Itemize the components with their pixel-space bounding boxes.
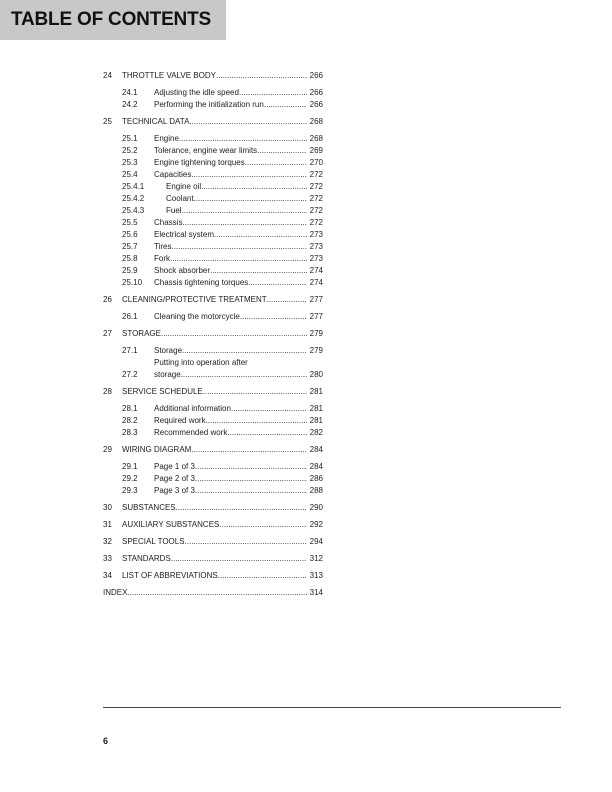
dot-leader	[264, 99, 307, 111]
page-number: 6	[103, 736, 109, 746]
entry-page: 294	[309, 537, 323, 546]
toc-entry[interactable]	[103, 253, 323, 265]
entry-page: 269	[309, 146, 323, 155]
entry-page: 273	[309, 230, 323, 239]
entry-number: 28.1	[122, 404, 138, 413]
toc-entry[interactable]	[103, 87, 323, 99]
entry-title: Adjusting the idle speed	[154, 88, 239, 97]
entry-number: 32	[103, 537, 112, 546]
entry-title: Tolerance, engine wear limits	[154, 146, 258, 155]
dot-leader	[195, 461, 307, 473]
entry-title: Page 1 of 3	[154, 462, 195, 471]
entry-title: THROTTLE VALVE BODY	[122, 71, 216, 80]
toc-entry[interactable]	[103, 536, 323, 548]
dot-leader	[182, 345, 307, 357]
section-header	[0, 0, 226, 40]
entry-number: 25.7	[122, 242, 138, 251]
entry-title: Engine tightening torques	[154, 158, 245, 167]
entry-number: 34	[103, 571, 112, 580]
entry-title: CLEANING/PROTECTIVE TREATMENT	[122, 295, 267, 304]
entry-number: 28.3	[122, 428, 138, 437]
dot-leader	[191, 444, 306, 456]
entry-title: SPECIAL TOOLS	[122, 537, 185, 546]
toc-entry[interactable]	[103, 444, 323, 456]
toc-entry[interactable]	[103, 241, 323, 253]
entry-number: 26	[103, 295, 112, 304]
entry-number: 33	[103, 554, 112, 563]
entry-title: Chassis tightening torques	[154, 278, 249, 287]
dot-leader	[182, 205, 307, 217]
entry-title: TECHNICAL DATA	[122, 117, 190, 126]
entry-page: 268	[309, 134, 323, 143]
entry-title: Fork	[154, 254, 170, 263]
dot-leader	[176, 502, 307, 514]
entry-number: 25.1	[122, 134, 138, 143]
entry-page: 266	[309, 71, 323, 80]
entry-page: 279	[309, 346, 323, 355]
toc-entry[interactable]	[103, 328, 323, 340]
entry-title: Electrical system	[154, 230, 215, 239]
entry-title: Putting into operation after	[154, 358, 248, 367]
entry-page: 272	[309, 206, 323, 215]
entry-page: 281	[309, 387, 323, 396]
entry-number: 31	[103, 520, 112, 529]
toc-entry[interactable]	[103, 157, 323, 169]
toc-entry[interactable]	[103, 403, 323, 415]
dot-leader	[214, 229, 307, 241]
entry-number: 25.6	[122, 230, 138, 239]
toc-entry[interactable]	[103, 345, 323, 357]
toc-entry[interactable]	[103, 294, 323, 306]
toc-entry[interactable]	[103, 553, 323, 565]
entry-title: INDEX	[103, 588, 128, 597]
entry-title: STORAGE	[122, 329, 161, 338]
entry-number: 27.2	[122, 370, 138, 379]
dot-leader	[218, 570, 307, 582]
entry-title: Engine	[154, 134, 179, 143]
entry-number: 27	[103, 329, 112, 338]
toc-entry[interactable]	[103, 277, 323, 289]
dot-leader	[185, 536, 307, 548]
entry-page: 282	[309, 428, 323, 437]
entry-page: 313	[309, 571, 323, 580]
entry-title: Additional information	[154, 404, 231, 413]
entry-page: 314	[309, 588, 323, 597]
dot-leader	[203, 386, 307, 398]
entry-number: 24.1	[122, 88, 138, 97]
entry-page: 288	[309, 486, 323, 495]
dot-leader	[170, 253, 307, 265]
toc-entry[interactable]	[103, 181, 323, 193]
entry-title: Storage	[154, 346, 183, 355]
dot-leader	[181, 369, 307, 381]
entry-page: 274	[309, 266, 323, 275]
entry-page: 286	[309, 474, 323, 483]
entry-page: 266	[309, 100, 323, 109]
entry-number: 27.1	[122, 346, 138, 355]
dot-leader	[182, 217, 306, 229]
toc-entry[interactable]	[103, 415, 323, 427]
entry-number: 25.10	[122, 278, 143, 287]
entry-number: 25.4.3	[122, 206, 145, 215]
page-title: TABLE OF CONTENTS	[11, 9, 211, 30]
entry-page: 284	[309, 462, 323, 471]
dot-leader	[171, 241, 306, 253]
dot-leader	[195, 473, 307, 485]
entry-title: STANDARDS	[122, 554, 171, 563]
toc-entry[interactable]	[103, 99, 323, 111]
dot-leader	[127, 587, 306, 599]
dot-leader	[219, 519, 306, 531]
toc-entry[interactable]	[103, 116, 323, 128]
entry-title: Page 2 of 3	[154, 474, 195, 483]
dot-leader	[194, 193, 307, 205]
dot-leader	[210, 265, 307, 277]
entry-number: 25.8	[122, 254, 138, 263]
entry-number: 25.4	[122, 170, 138, 179]
table-of-contents	[103, 65, 323, 604]
entry-number: 28	[103, 387, 112, 396]
entry-page: 273	[309, 242, 323, 251]
toc-entry[interactable]	[103, 357, 323, 381]
dot-leader	[257, 145, 306, 157]
entry-title: Required work	[154, 416, 206, 425]
toc-entry[interactable]	[103, 145, 323, 157]
entry-number: 29	[103, 445, 112, 454]
entry-title: Page 3 of 3	[154, 486, 195, 495]
dot-leader	[206, 415, 307, 427]
entry-number: 25.9	[122, 266, 138, 275]
entry-page: 274	[309, 278, 323, 287]
entry-number: 25.2	[122, 146, 138, 155]
dot-leader	[189, 116, 306, 128]
toc-entry[interactable]	[103, 311, 323, 323]
entry-title: LIST OF ABBREVIATIONS	[122, 571, 218, 580]
toc-entry[interactable]	[103, 461, 323, 473]
entry-title: WIRING DIAGRAM	[122, 445, 192, 454]
entry-page: 270	[309, 158, 323, 167]
entry-title: Tires	[154, 242, 172, 251]
toc-entry[interactable]	[103, 229, 323, 241]
entry-title-cont: storage	[154, 370, 181, 379]
entry-number: 25.5	[122, 218, 138, 227]
entry-page: 281	[309, 404, 323, 413]
entry-page: 272	[309, 218, 323, 227]
entry-number: 25.3	[122, 158, 138, 167]
toc-entry[interactable]	[103, 427, 323, 439]
entry-title: SERVICE SCHEDULE	[122, 387, 203, 396]
entry-title: Capacities	[154, 170, 192, 179]
dot-leader	[248, 277, 306, 289]
toc-entry[interactable]	[103, 133, 323, 145]
entry-title: Performing the initialization run	[154, 100, 264, 109]
dot-leader	[231, 403, 307, 415]
dot-leader	[161, 328, 307, 340]
dot-leader	[245, 157, 307, 169]
entry-title: Recommended work	[154, 428, 228, 437]
entry-page: 266	[309, 88, 323, 97]
toc-entry[interactable]	[103, 205, 323, 217]
dot-leader	[240, 311, 307, 323]
toc-entry[interactable]	[103, 587, 323, 599]
entry-page: 272	[309, 194, 323, 203]
entry-page: 268	[309, 117, 323, 126]
entry-page: 279	[309, 329, 323, 338]
dot-leader	[227, 427, 306, 439]
entry-number: 24	[103, 71, 112, 80]
entry-number: 25	[103, 117, 112, 126]
entry-page: 281	[309, 416, 323, 425]
dot-leader	[179, 133, 307, 145]
entry-number: 29.2	[122, 474, 138, 483]
dot-leader	[195, 485, 307, 497]
toc-entry[interactable]	[103, 473, 323, 485]
toc-entry[interactable]	[103, 169, 323, 181]
toc-entry[interactable]	[103, 386, 323, 398]
entry-page: 273	[309, 254, 323, 263]
toc-entry[interactable]	[103, 485, 323, 497]
entry-page: 272	[309, 170, 323, 179]
entry-number: 28.2	[122, 416, 138, 425]
dot-leader	[191, 169, 306, 181]
toc-entry[interactable]	[103, 265, 323, 277]
entry-page: 292	[309, 520, 323, 529]
dot-leader	[216, 70, 307, 82]
entry-number: 25.4.2	[122, 194, 145, 203]
dot-leader	[201, 181, 307, 193]
toc-entry[interactable]	[103, 70, 323, 82]
entry-number: 29.1	[122, 462, 138, 471]
entry-title: Coolant	[166, 194, 194, 203]
entry-number: 29.3	[122, 486, 138, 495]
entry-page: 290	[309, 503, 323, 512]
entry-page: 277	[309, 312, 323, 321]
entry-title: Chassis	[154, 218, 183, 227]
entry-page: 277	[309, 295, 323, 304]
entry-page: 280	[309, 370, 323, 379]
dot-leader	[239, 87, 307, 99]
entry-title: SUBSTANCES	[122, 503, 176, 512]
entry-number: 30	[103, 503, 112, 512]
footer-divider	[103, 707, 561, 708]
toc-entry[interactable]	[103, 217, 323, 229]
entry-title: Fuel	[166, 206, 182, 215]
entry-number: 24.2	[122, 100, 138, 109]
entry-page: 312	[309, 554, 323, 563]
dot-leader	[171, 553, 307, 565]
dot-leader	[267, 294, 307, 306]
entry-title: AUXILIARY SUBSTANCES	[122, 520, 220, 529]
toc-entry[interactable]	[103, 193, 323, 205]
entry-page: 272	[309, 182, 323, 191]
toc-entry[interactable]	[103, 519, 323, 531]
toc-entry[interactable]	[103, 502, 323, 514]
entry-title: Engine oil	[166, 182, 202, 191]
toc-entry[interactable]	[103, 570, 323, 582]
entry-page: 284	[309, 445, 323, 454]
entry-number: 26.1	[122, 312, 138, 321]
entry-number: 25.4.1	[122, 182, 145, 191]
entry-title: Cleaning the motorcycle	[154, 312, 240, 321]
entry-title: Shock absorber	[154, 266, 211, 275]
